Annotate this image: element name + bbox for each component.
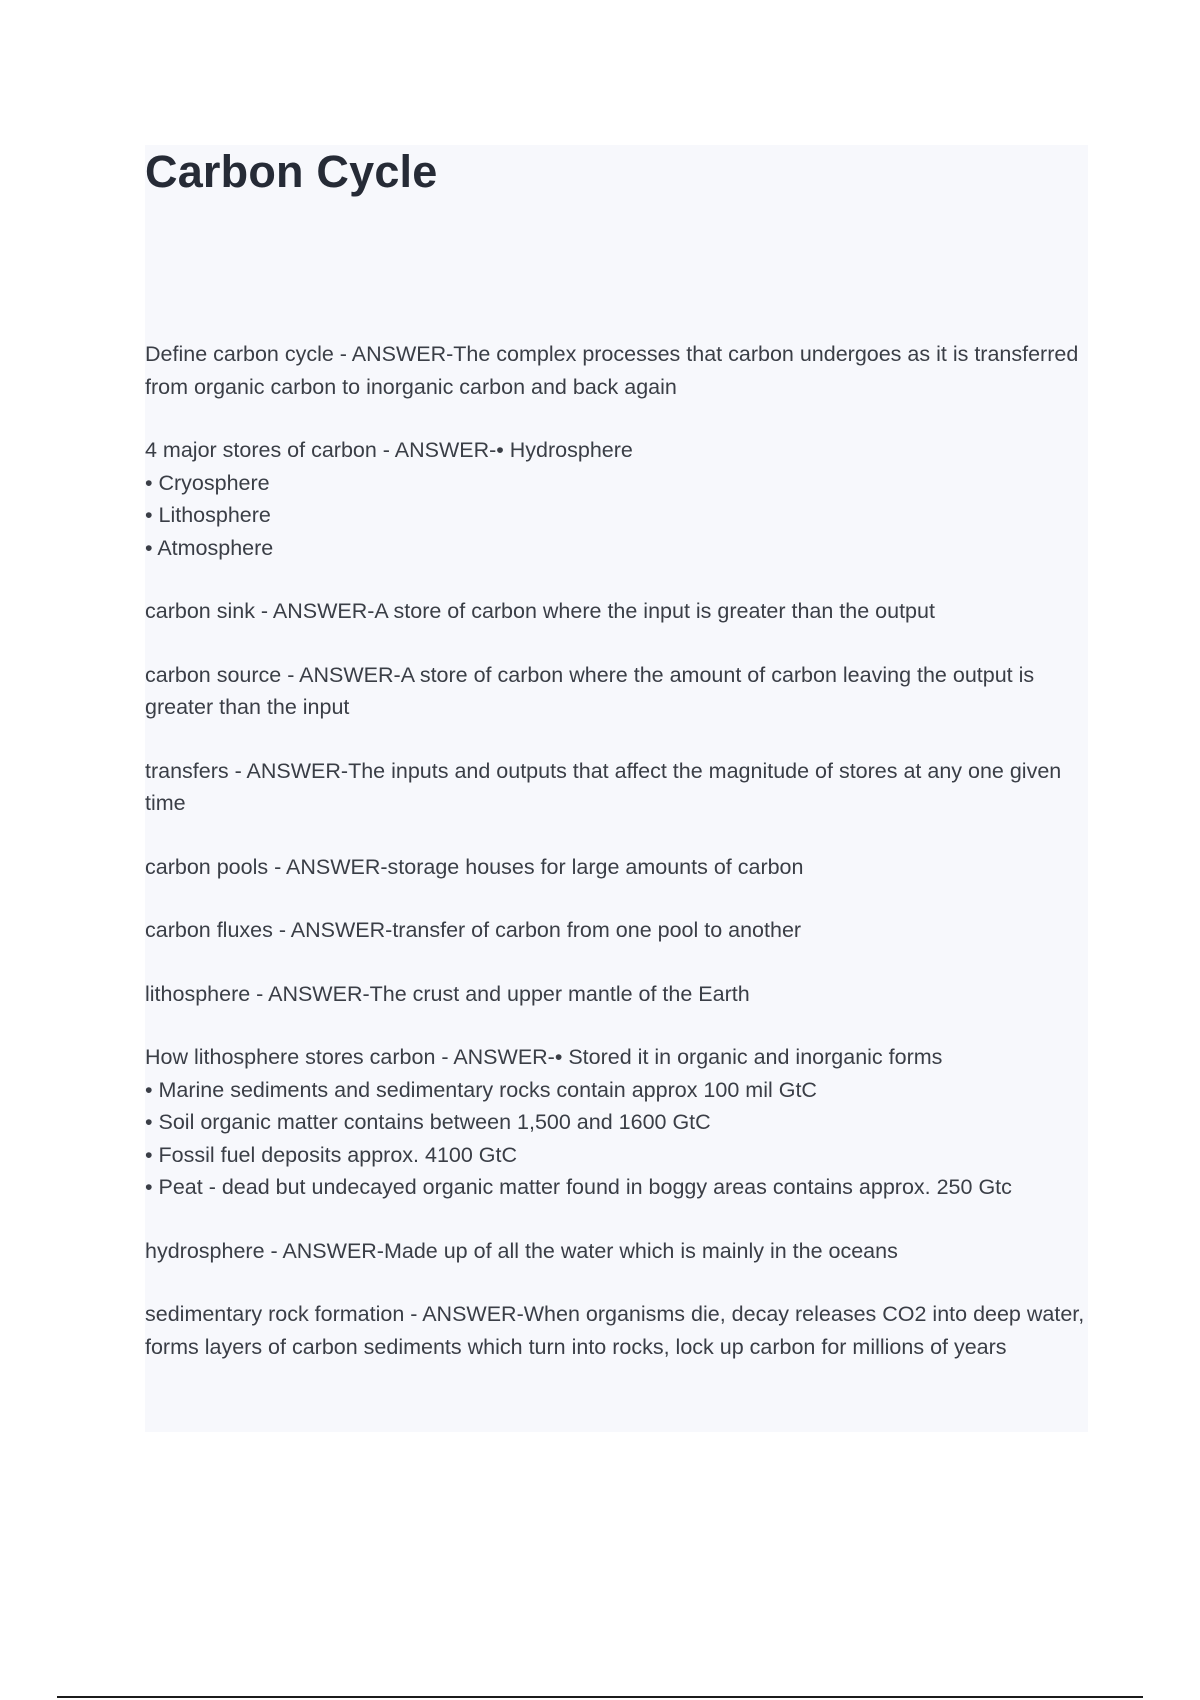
qa-item-carbon-source: carbon source - ANSWER-A store of carbon where the amount of carbon leaving the output is greater than the input: [145, 662, 1035, 719]
qa-item-carbon-sink: carbon sink - ANSWER-A store of carbon where the input is greater than the output: [145, 599, 935, 623]
qa-item-carbon-pools: carbon pools - ANSWER-storage houses for large amounts of carbon: [145, 854, 804, 879]
qa-item-transfers: transfers - ANSWER-The inputs and outputs that affect the magnitude of stores at any one given time: [145, 758, 1062, 815]
page-title: Carbon Cycle: [145, 146, 438, 197]
qa-list: [145, 338, 1090, 1363]
qa-item-sedimentary-rock: sedimentary rock formation - ANSWER-When organisms die, decay releases CO2 into deep water, forms layers of carbon sediments which turn into rocks, lock up carbon for millions of years: [145, 1302, 1085, 1359]
qa-item-carbon-fluxes: carbon fluxes - ANSWER-transfer of carbon from one pool to another: [145, 918, 802, 942]
qa-item-carbon-cycle: Define carbon cycle - ANSWER-The complex processes that carbon undergoes as it is transferred from organic carbon to inorganic carbon and back again: [145, 342, 1079, 399]
qa-item-lithosphere-stores: How lithosphere stores carbon - ANSWER-• Stored it in organic and inorganic forms • Marine sediments and sedimentary rocks contain approx 100 mil GtC • Soil organic matter contains between 1,500 and 1600 GtC • Fossil fuel deposits approx. 4100 GtC • Peat - dead but undecayed organic matter found in boggy areas contains approx. 250 Gtc: [145, 1045, 1012, 1199]
qa-item-lithosphere: lithosphere - ANSWER-The crust and upper mantle of the Earth: [145, 981, 750, 1006]
qa-item-hydrosphere: hydrosphere - ANSWER-Made up of all the water which is mainly in the oceans: [145, 1238, 898, 1263]
qa-item-major-stores: 4 major stores of carbon - ANSWER-• Hydrosphere • Cryosphere • Lithosphere • Atmosphere: [145, 438, 633, 560]
footer-divider: [57, 1696, 1143, 1698]
